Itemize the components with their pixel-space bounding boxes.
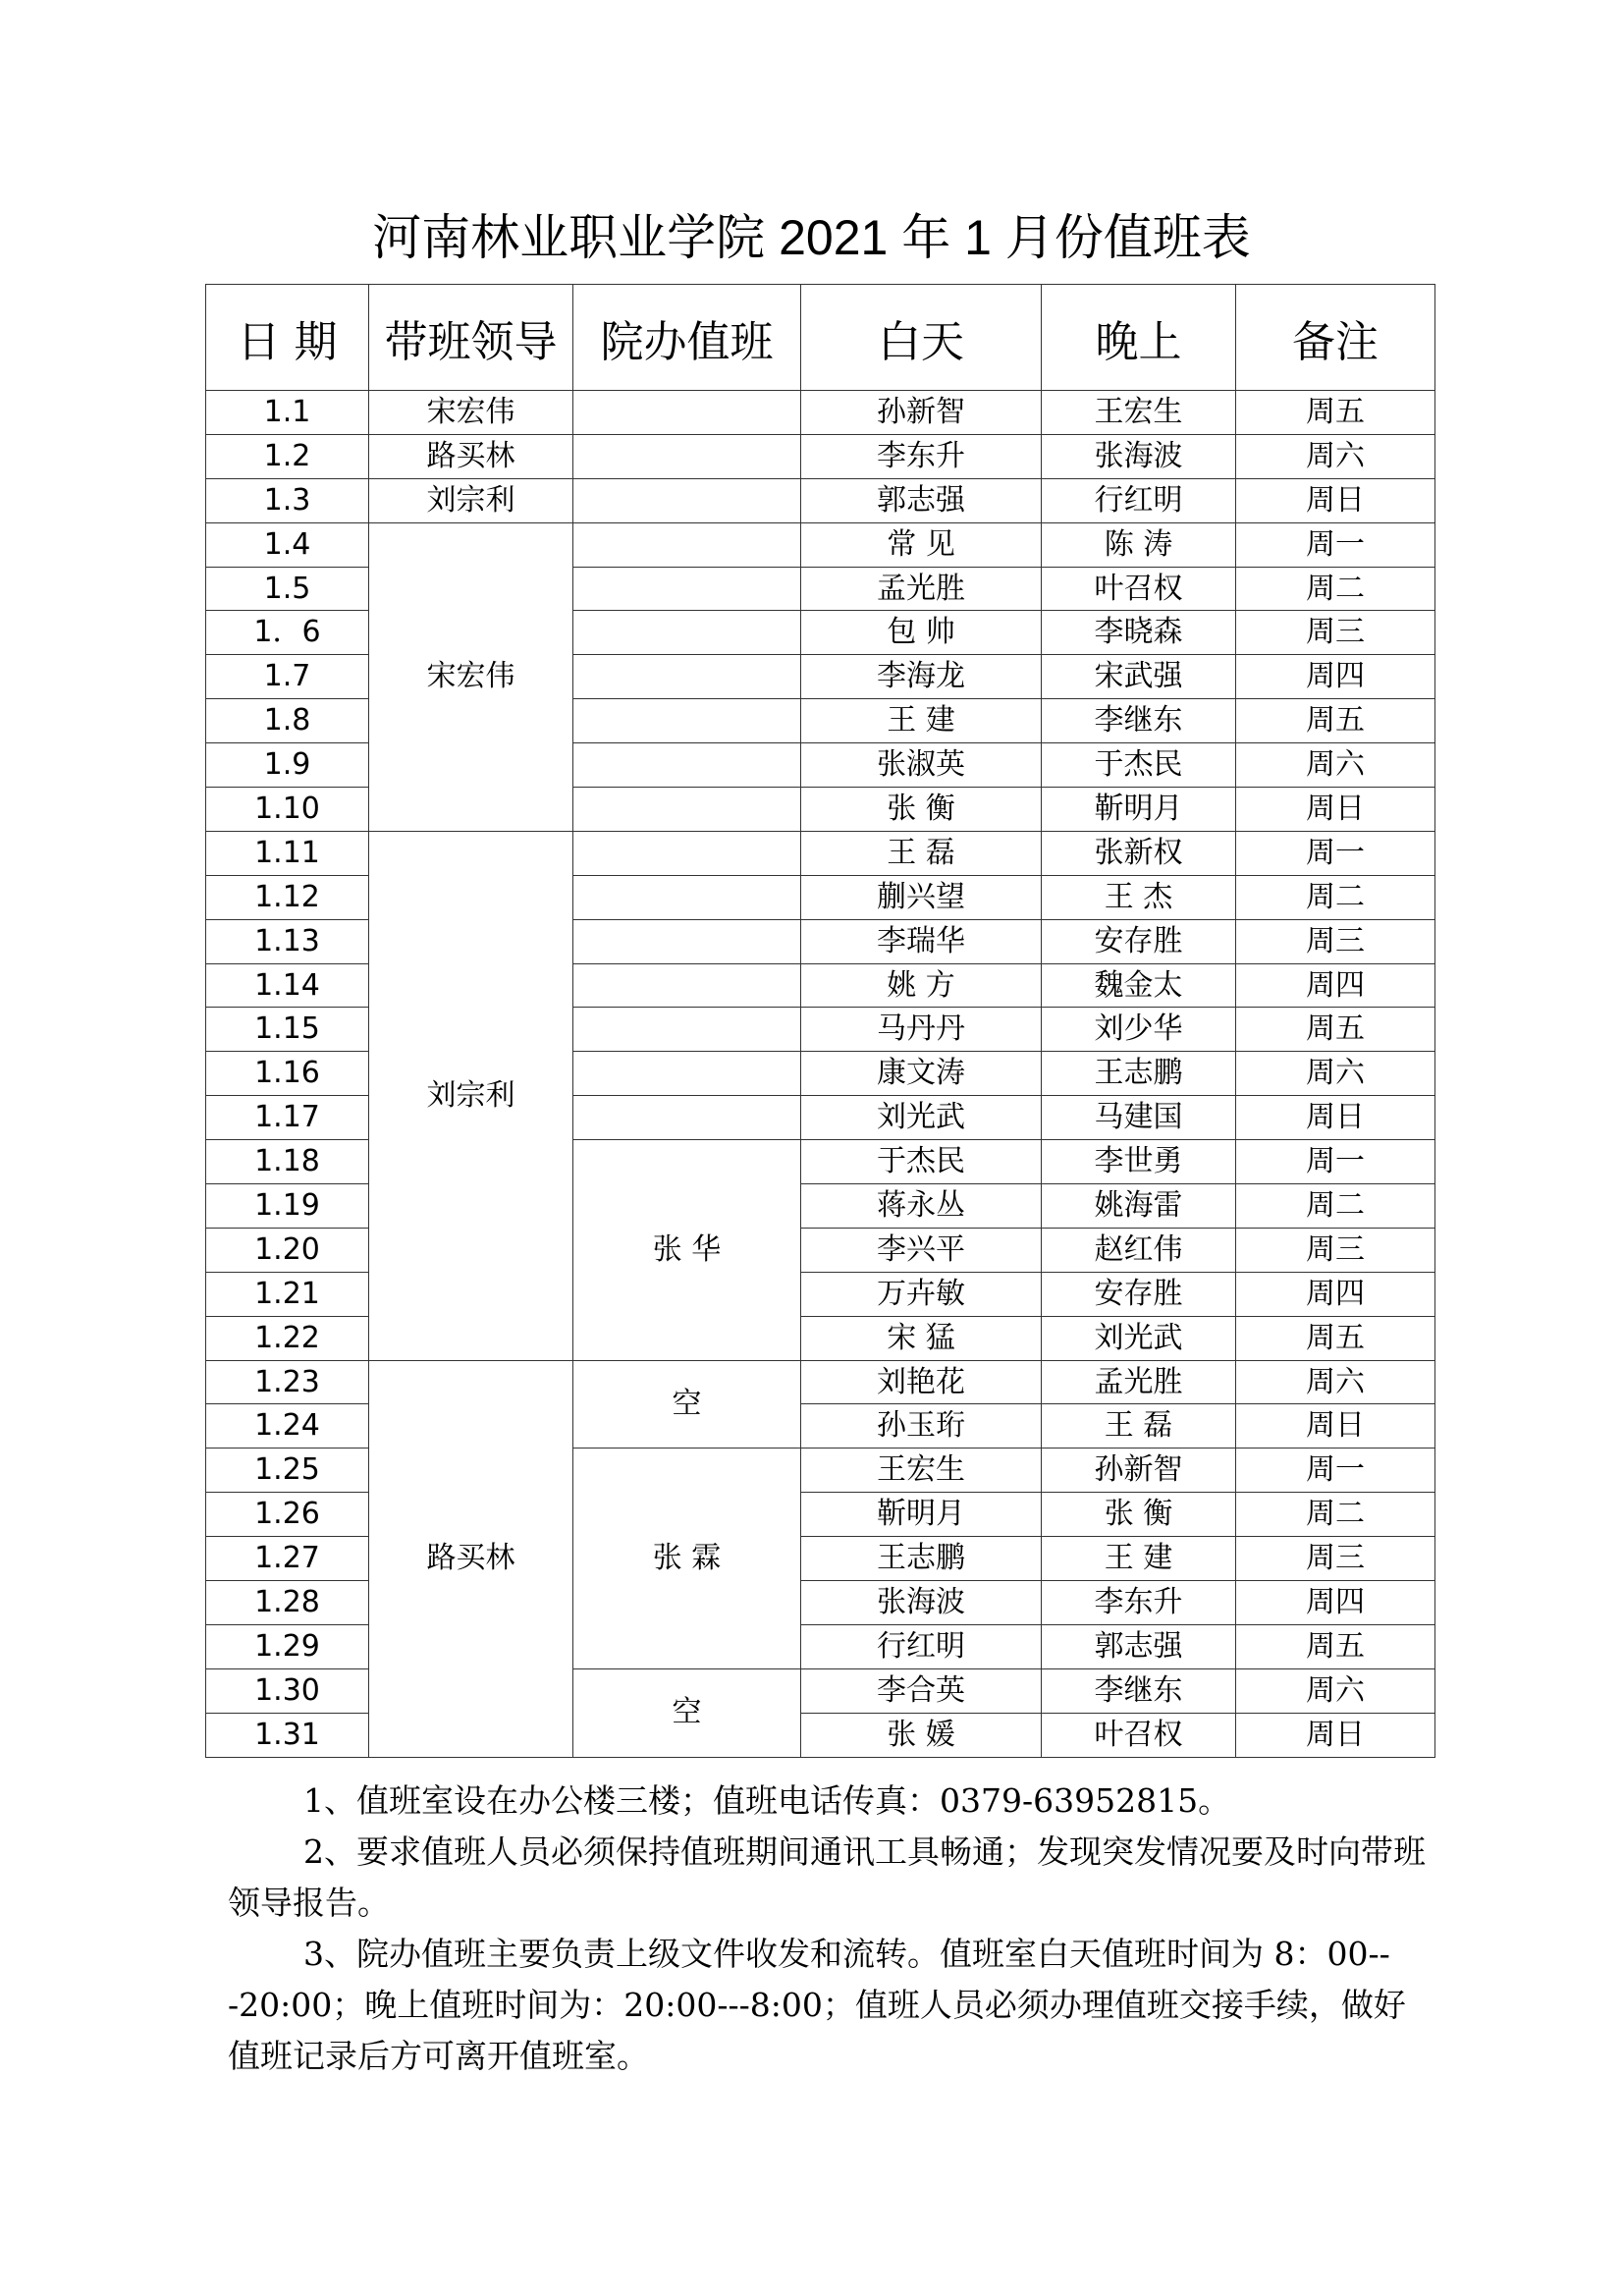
- date-cell: 1.1: [206, 391, 369, 435]
- leader-cell: 路买林: [369, 1360, 573, 1757]
- day-cell: 包 帅: [801, 611, 1042, 655]
- leader-cell: 刘宗利: [369, 831, 573, 1360]
- note-cell: 周六: [1236, 1360, 1435, 1404]
- office-cell: [573, 655, 801, 699]
- date-cell: 1.7: [206, 655, 369, 699]
- note-cell: 周一: [1236, 1140, 1435, 1184]
- night-cell: 李继东: [1042, 699, 1236, 743]
- date-cell: 1.18: [206, 1140, 369, 1184]
- night-cell: 王宏生: [1042, 391, 1236, 435]
- duty-schedule-table: [205, 284, 1435, 1758]
- office-cell: [573, 919, 801, 963]
- night-cell: 王 磊: [1042, 1404, 1236, 1449]
- date-cell: 1.11: [206, 831, 369, 875]
- night-cell: 孟光胜: [1042, 1360, 1236, 1404]
- note-cell: 周五: [1236, 1008, 1435, 1052]
- office-cell: [573, 434, 801, 478]
- note-cell: 周三: [1236, 1228, 1435, 1272]
- note-cell: 周五: [1236, 391, 1435, 435]
- office-cell: [573, 875, 801, 919]
- note-cell: 周三: [1236, 919, 1435, 963]
- night-cell: 魏金太: [1042, 963, 1236, 1008]
- notes-section: [228, 1776, 1426, 2082]
- day-cell: 孙玉珩: [801, 1404, 1042, 1449]
- night-cell: 安存胜: [1042, 919, 1236, 963]
- office-cell: [573, 391, 801, 435]
- date-cell: 1.20: [206, 1228, 369, 1272]
- note-cell: 周四: [1236, 1272, 1435, 1316]
- note-cell: 周三: [1236, 611, 1435, 655]
- night-cell: 行红明: [1042, 478, 1236, 522]
- table-row: [206, 831, 1435, 875]
- leader-cell: 宋宏伟: [369, 391, 573, 435]
- office-cell: [573, 1096, 801, 1140]
- header-day: 白天: [801, 285, 1042, 391]
- night-cell: 刘少华: [1042, 1008, 1236, 1052]
- date-cell: 1.13: [206, 919, 369, 963]
- note-cell: 周一: [1236, 1449, 1435, 1493]
- day-cell: 张 媛: [801, 1713, 1042, 1757]
- note-cell: 周日: [1236, 1404, 1435, 1449]
- note-cell: 周一: [1236, 831, 1435, 875]
- day-cell: 蒯兴望: [801, 875, 1042, 919]
- note-cell: 周二: [1236, 875, 1435, 919]
- office-cell: [573, 567, 801, 611]
- date-cell: 1.30: [206, 1668, 369, 1713]
- day-cell: 张 衡: [801, 788, 1042, 832]
- night-cell: 刘光武: [1042, 1316, 1236, 1360]
- office-cell: [573, 478, 801, 522]
- table-header-row: [206, 285, 1435, 391]
- day-cell: 马丹丹: [801, 1008, 1042, 1052]
- table-row: [206, 522, 1435, 567]
- office-cell: [573, 963, 801, 1008]
- day-cell: 李兴平: [801, 1228, 1042, 1272]
- note-cell: 周六: [1236, 1668, 1435, 1713]
- day-cell: 张海波: [801, 1581, 1042, 1625]
- date-cell: 1.16: [206, 1052, 369, 1096]
- day-cell: 李瑞华: [801, 919, 1042, 963]
- day-cell: 孟光胜: [801, 567, 1042, 611]
- date-cell: 1.2: [206, 434, 369, 478]
- note-cell: 周六: [1236, 1052, 1435, 1096]
- night-cell: 王 杰: [1042, 875, 1236, 919]
- note-cell: 周五: [1236, 1316, 1435, 1360]
- header-night: 晚上: [1042, 285, 1236, 391]
- note-cell: 周四: [1236, 655, 1435, 699]
- note-cell: 周日: [1236, 1096, 1435, 1140]
- office-cell: 空: [573, 1668, 801, 1757]
- note-paragraph: 3、院办值班主要负责上级文件收发和流转。值班室白天值班时间为 8：00---20:00；晚上值班时间为：20:00---8:00；值班人员必须办理值班交接手续，做好值班记录后方可离开值班室。: [228, 1935, 1406, 2075]
- date-cell: 1.22: [206, 1316, 369, 1360]
- date-cell: 1.27: [206, 1537, 369, 1581]
- note-cell: 周一: [1236, 522, 1435, 567]
- office-cell: [573, 522, 801, 567]
- header-leader: 带班领导: [369, 285, 573, 391]
- day-cell: 万卉敏: [801, 1272, 1042, 1316]
- note-cell: 周六: [1236, 434, 1435, 478]
- note-cell: 周四: [1236, 963, 1435, 1008]
- day-cell: 姚 方: [801, 963, 1042, 1008]
- date-cell: 1.17: [206, 1096, 369, 1140]
- note-cell: 周日: [1236, 1713, 1435, 1757]
- note-cell: 周二: [1236, 567, 1435, 611]
- office-cell: [573, 831, 801, 875]
- page-title: 河南林业职业学院 2021 年 1 月份值班表: [372, 210, 1251, 265]
- night-cell: 郭志强: [1042, 1624, 1236, 1668]
- note-cell: 周六: [1236, 743, 1435, 788]
- office-cell: [573, 743, 801, 788]
- date-cell: 1.4: [206, 522, 369, 567]
- office-cell: [573, 1008, 801, 1052]
- night-cell: 张海波: [1042, 434, 1236, 478]
- date-cell: 1.23: [206, 1360, 369, 1404]
- day-cell: 靳明月: [801, 1493, 1042, 1537]
- night-cell: 马建国: [1042, 1096, 1236, 1140]
- day-cell: 李海龙: [801, 655, 1042, 699]
- night-cell: 李晓森: [1042, 611, 1236, 655]
- office-cell: [573, 699, 801, 743]
- night-cell: 李世勇: [1042, 1140, 1236, 1184]
- date-cell: 1.31: [206, 1713, 369, 1757]
- date-cell: 1.25: [206, 1449, 369, 1493]
- date-cell: 1.12: [206, 875, 369, 919]
- night-cell: 于杰民: [1042, 743, 1236, 788]
- table-row: [206, 391, 1435, 435]
- header-office: 院办值班: [573, 285, 801, 391]
- note-cell: 周日: [1236, 478, 1435, 522]
- office-cell: [573, 1052, 801, 1096]
- date-cell: 1.8: [206, 699, 369, 743]
- day-cell: 康文涛: [801, 1052, 1042, 1096]
- note-cell: 周日: [1236, 788, 1435, 832]
- leader-cell: 路买林: [369, 434, 573, 478]
- day-cell: 王 磊: [801, 831, 1042, 875]
- date-cell: 1.21: [206, 1272, 369, 1316]
- day-cell: 郭志强: [801, 478, 1042, 522]
- date-cell: 1.10: [206, 788, 369, 832]
- day-cell: 刘光武: [801, 1096, 1042, 1140]
- note-cell: 周二: [1236, 1184, 1435, 1229]
- table-row: [206, 434, 1435, 478]
- date-cell: 1.5: [206, 567, 369, 611]
- night-cell: 王 建: [1042, 1537, 1236, 1581]
- night-cell: 叶召权: [1042, 1713, 1236, 1757]
- night-cell: 李东升: [1042, 1581, 1236, 1625]
- table-row: [206, 478, 1435, 522]
- day-cell: 常 见: [801, 522, 1042, 567]
- leader-cell: 刘宗利: [369, 478, 573, 522]
- day-cell: 王 建: [801, 699, 1042, 743]
- date-cell: 1．6: [206, 611, 369, 655]
- note-cell: 周四: [1236, 1581, 1435, 1625]
- night-cell: 张新权: [1042, 831, 1236, 875]
- note-cell: 周三: [1236, 1537, 1435, 1581]
- header-note: 备注: [1236, 285, 1435, 391]
- date-cell: 1.29: [206, 1624, 369, 1668]
- date-cell: 1.28: [206, 1581, 369, 1625]
- day-cell: 蒋永丛: [801, 1184, 1042, 1229]
- night-cell: 宋武强: [1042, 655, 1236, 699]
- note-cell: 周五: [1236, 699, 1435, 743]
- night-cell: 张 衡: [1042, 1493, 1236, 1537]
- night-cell: 陈 涛: [1042, 522, 1236, 567]
- leader-cell: 宋宏伟: [369, 522, 573, 831]
- day-cell: 李东升: [801, 434, 1042, 478]
- night-cell: 叶召权: [1042, 567, 1236, 611]
- office-cell: 张 霖: [573, 1449, 801, 1668]
- date-cell: 1.3: [206, 478, 369, 522]
- night-cell: 孙新智: [1042, 1449, 1236, 1493]
- day-cell: 宋 猛: [801, 1316, 1042, 1360]
- day-cell: 王宏生: [801, 1449, 1042, 1493]
- note-paragraph: 1、值班室设在办公楼三楼；值班电话传真：0379-63952815。: [303, 1781, 1231, 1820]
- night-cell: 赵红伟: [1042, 1228, 1236, 1272]
- note-paragraph: 2、要求值班人员必须保持值班期间通讯工具畅通；发现突发情况要及时向带班领导报告。: [228, 1832, 1426, 1922]
- day-cell: 孙新智: [801, 391, 1042, 435]
- date-cell: 1.15: [206, 1008, 369, 1052]
- day-cell: 张淑英: [801, 743, 1042, 788]
- table-row: [206, 1360, 1435, 1404]
- office-cell: [573, 788, 801, 832]
- date-cell: 1.14: [206, 963, 369, 1008]
- office-cell: [573, 611, 801, 655]
- night-cell: 靳明月: [1042, 788, 1236, 832]
- day-cell: 行红明: [801, 1624, 1042, 1668]
- day-cell: 王志鹏: [801, 1537, 1042, 1581]
- office-cell: 张 华: [573, 1140, 801, 1360]
- date-cell: 1.19: [206, 1184, 369, 1229]
- date-cell: 1.24: [206, 1404, 369, 1449]
- night-cell: 王志鹏: [1042, 1052, 1236, 1096]
- night-cell: 姚海雷: [1042, 1184, 1236, 1229]
- note-cell: 周五: [1236, 1624, 1435, 1668]
- note-cell: 周二: [1236, 1493, 1435, 1537]
- night-cell: 李继东: [1042, 1668, 1236, 1713]
- header-date: 日 期: [206, 285, 369, 391]
- night-cell: 安存胜: [1042, 1272, 1236, 1316]
- day-cell: 刘艳花: [801, 1360, 1042, 1404]
- date-cell: 1.9: [206, 743, 369, 788]
- office-cell: 空: [573, 1360, 801, 1449]
- day-cell: 李合英: [801, 1668, 1042, 1713]
- date-cell: 1.26: [206, 1493, 369, 1537]
- day-cell: 于杰民: [801, 1140, 1042, 1184]
